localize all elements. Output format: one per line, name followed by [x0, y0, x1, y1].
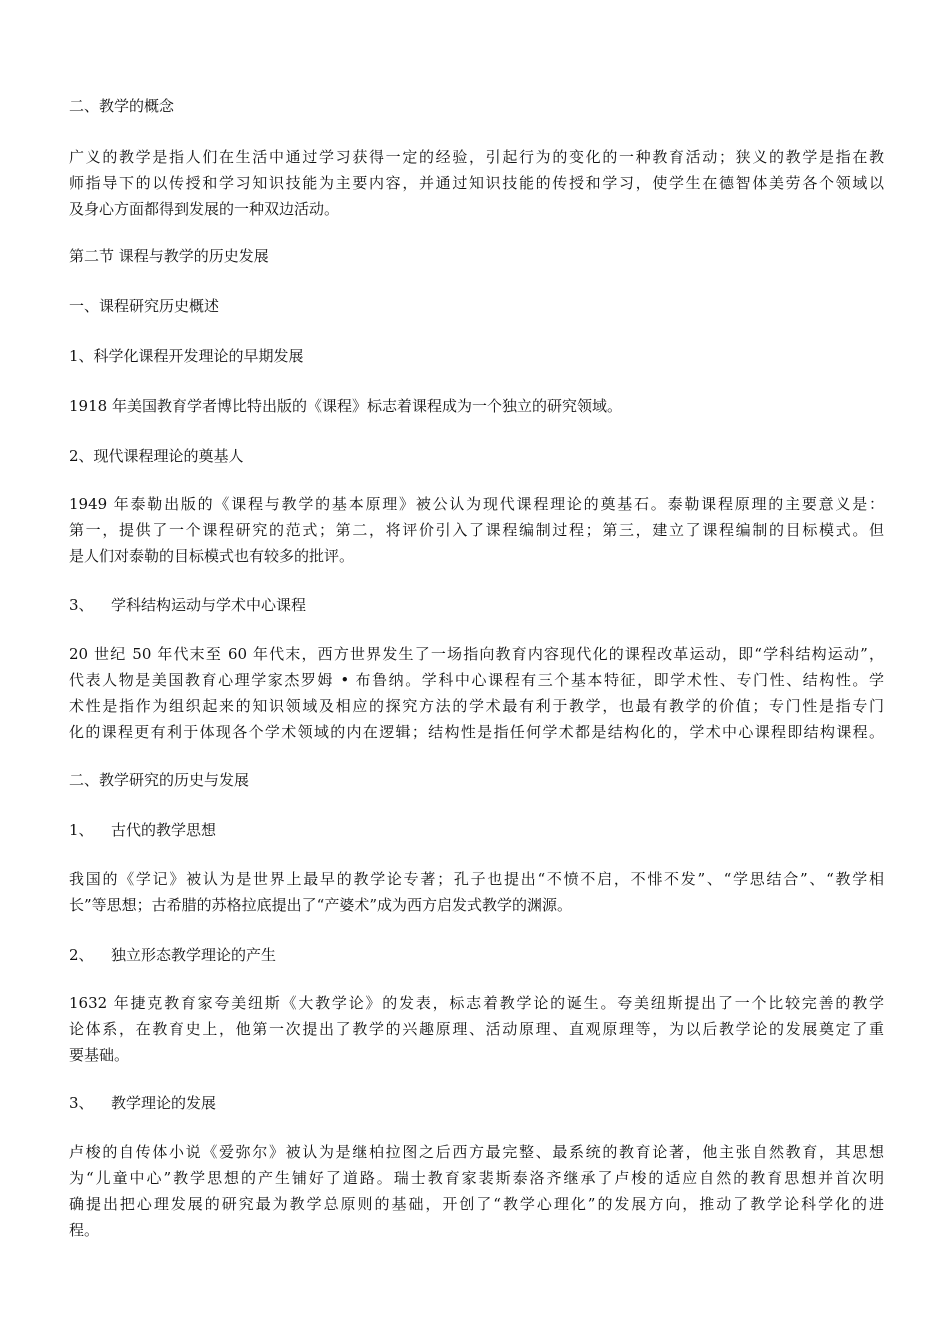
item-title: 学科结构运动与学术中心课程 — [111, 596, 307, 614]
section-heading: 第二节 课程与教学的历史发展 — [69, 247, 269, 265]
item-number: 2、 — [69, 946, 94, 964]
subheading-teaching-2 — [69, 945, 884, 965]
paragraph-line: 广义的教学是指人们在生活中通过学习获得一定的经验，引起行为的变化的一种教育活动；狭义的教学是指在教 — [69, 148, 884, 166]
paragraph-line: 1632 年捷克教育家夸美纽斯《大教学论》的发表，标志着教学论的诞生。夸美纽斯提出了一个比较完善的教学 — [69, 994, 884, 1012]
subheading-teaching-1 — [69, 820, 884, 840]
paragraph-line: 卢梭的自传体小说《爱弥尔》被认为是继柏拉图之后西方最完整、最系统的教育论著，他主张自然教育，其思想 — [69, 1143, 884, 1161]
item-number: 3、 — [69, 1094, 94, 1112]
paragraph-line: 及身心方面都得到发展的一种双边活动。 — [69, 200, 340, 218]
item-number: 1、 — [69, 821, 94, 839]
paragraph-line: 1918 年美国教育学者博比特出版的《课程》标志着课程成为一个独立的研究领域。 — [69, 397, 622, 415]
heading-curriculum-history: 一、课程研究历史概述 — [69, 297, 220, 315]
paragraph-line: 第一，提供了一个课程研究的范式；第二，将评价引入了课程编制过程；第三，建立了课程编制的目标模式。但 — [69, 521, 884, 539]
paragraph-line: 20 世纪 50 年代末至 60 年代末，西方世界发生了一场指向教育内容现代化的课程改革运动，即“学科结构运动”， — [69, 645, 884, 663]
paragraph-line: 我国的《学记》被认为是世界上最早的教学论专著；孔子也提出“不愤不启，不悱不发”、“学思结合”、“教学相 — [69, 870, 884, 888]
item-title: 独立形态教学理论的产生 — [111, 946, 277, 964]
item-number: 3、 — [69, 596, 94, 614]
paragraph-line: 是人们对泰勒的目标模式也有较多的批评。 — [69, 547, 355, 565]
paragraph-line: 长”等思想；古希腊的苏格拉底提出了“产婆术”成为西方启发式教学的渊源。 — [69, 896, 573, 914]
paragraph-line: 师指导下的以传授和学习知识技能为主要内容，并通过知识技能的传授和学习，使学生在德智体美劳各个领域以 — [69, 174, 884, 192]
paragraph-line: 术性是指作为组织起来的知识领域及相应的探究方法的学术最有利于教学，也最有教学的价值；专门性是指专门 — [69, 697, 884, 715]
subheading-item-1: 1、科学化课程开发理论的早期发展 — [69, 347, 304, 365]
item-title: 教学理论的发展 — [111, 1094, 217, 1112]
paragraph-line: 为“儿童中心”教学思想的产生铺好了道路。瑞士教育家裴斯泰洛齐继承了卢梭的适应自然的教育思想并首次明 — [69, 1169, 884, 1187]
subheading-item-2: 2、现代课程理论的奠基人 — [69, 447, 244, 465]
subheading-teaching-3 — [69, 1093, 884, 1113]
paragraph-line: 代表人物是美国教育心理学家杰罗姆 • 布鲁纳。学科中心课程有三个基本特征，即学术性、专门性、结构性。学 — [69, 671, 884, 689]
paragraph-line: 论体系，在教育史上，他第一次提出了教学的兴趣原理、活动原理、直观原理等，为以后教学论的发展奠定了重 — [69, 1020, 884, 1038]
paragraph-line: 确提出把心理发展的研究最为教学总原则的基础，开创了“教学心理化”的发展方向，推动了教学论科学化的进 — [69, 1195, 884, 1213]
paragraph-line: 1949 年泰勒出版的《课程与教学的基本原理》被公认为现代课程理论的奠基石。泰勒课程原理的主要意义是： — [69, 495, 884, 513]
paragraph-line: 化的课程更有利于体现各个学术领域的内在逻辑；结构性是指任何学术都是结构化的，学术中心课程即结构课程。 — [69, 723, 884, 741]
heading-teaching-concept: 二、教学的概念 — [69, 97, 175, 115]
paragraph-line: 要基础。 — [69, 1046, 130, 1064]
heading-teaching-history: 二、教学研究的历史与发展 — [69, 771, 250, 789]
item-title: 古代的教学思想 — [111, 821, 217, 839]
paragraph-line: 程。 — [69, 1221, 100, 1239]
subheading-item-3 — [69, 595, 884, 615]
